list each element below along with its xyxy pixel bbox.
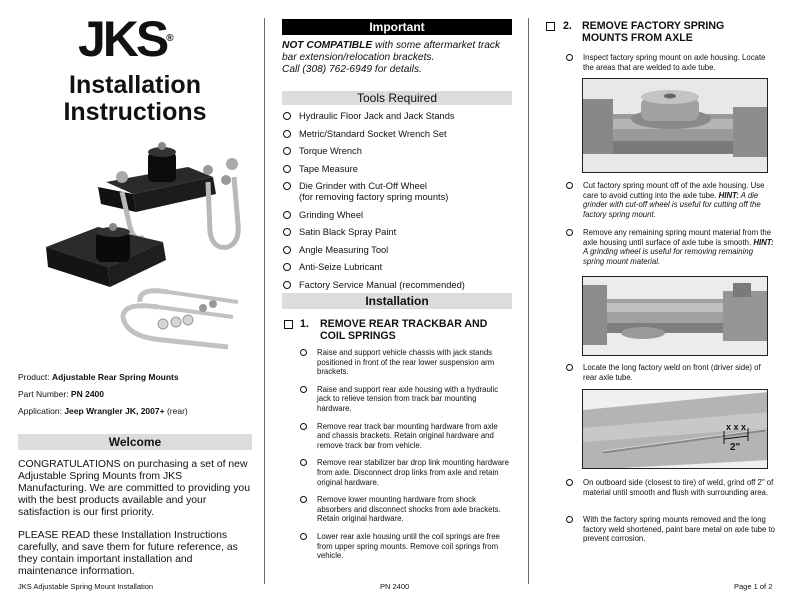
important-notice: NOT COMPATIBLE with some aftermarket track bar extension/relocation brackets. Call (308) 762-6949 for details. xyxy=(282,40,501,75)
circle-bullet-icon xyxy=(283,147,291,155)
list-item: Grinding Wheel xyxy=(282,210,512,221)
circle-bullet-icon xyxy=(300,349,307,356)
column-divider-2 xyxy=(528,18,529,584)
circle-bullet-icon xyxy=(283,211,291,219)
list-item: Remove rear stabilizer bar drop link mounting hardware from axle. Disconnect drop links from axle and retain original hardware. xyxy=(298,458,512,487)
important-heading: Important xyxy=(282,19,512,35)
step-2-checkbox[interactable] xyxy=(546,22,555,31)
circle-bullet-icon xyxy=(566,54,573,61)
tools-list xyxy=(282,111,512,297)
list-item: Remove lower mounting hardware from shock absorbers and disconnect shocks from axle brackets. Retain original hardware. xyxy=(298,495,512,524)
circle-bullet-icon xyxy=(283,165,291,173)
list-item: Tape Measure xyxy=(282,164,512,175)
axle-tube-ground-photo xyxy=(582,276,768,356)
step-1-list xyxy=(298,348,512,561)
list-item: Metric/Standard Socket Wrench Set xyxy=(282,129,512,140)
welcome-paragraph-1: CONGRATULATIONS on purchasing a set of new Adjustable Spring Mounts from JKS Manufacturing. We are committed to providing you with the best products available and your satisfaction is our first priority. xyxy=(18,459,250,518)
step-1-checkbox[interactable] xyxy=(284,320,293,329)
step-1-number: 1. xyxy=(300,318,309,330)
list-item: Angle Measuring Tool xyxy=(282,245,512,256)
welcome-paragraph-2: PLEASE READ these Installation Instructions carefully, and save them for future reference, as they contain important installation and maintenance information. xyxy=(18,530,238,577)
list-item: Satin Black Spray Paint xyxy=(282,227,512,238)
tools-heading: Tools Required xyxy=(282,91,512,105)
footer-right: Page 1 of 2 xyxy=(734,582,773,591)
product-photo xyxy=(38,132,248,362)
measure-label: 2" xyxy=(730,442,741,453)
circle-bullet-icon xyxy=(566,229,573,236)
list-item: With the factory spring mounts removed and the long factory weld shortened, paint bare metal on axle tube to prevent corrosion. xyxy=(564,515,776,544)
list-item: Lower rear axle housing until the coil springs are free from upper spring mounts. Remove coil springs from vehicle. xyxy=(298,532,512,561)
list-item: Remove rear track bar mounting hardware from axle and chassis brackets. Retain original hardware and remove track bar from vehicle. xyxy=(298,422,512,451)
circle-bullet-icon xyxy=(566,182,573,189)
list-item: Cut factory spring mount off of the axle housing. Use care to avoid cutting into the axle tube. HINT: A die grinder with cut-off wheel is useful for cutting off the factory spring mount. xyxy=(564,181,776,219)
circle-bullet-icon xyxy=(566,479,573,486)
list-item: Inspect factory spring mount on axle housing. Locate the areas that are welded to axle tube. xyxy=(564,53,776,72)
list-item: Die Grinder with Cut-Off Wheel (for removing factory spring mounts) xyxy=(282,181,512,203)
circle-bullet-icon xyxy=(300,386,307,393)
circle-bullet-icon xyxy=(300,496,307,503)
jks-logo: JKS® xyxy=(78,11,174,67)
list-item: On outboard side (closest to tire) of weld, grind off 2" of material until smooth and flush with surrounding area. xyxy=(564,478,776,497)
list-item: Raise and support rear axle housing with a hydraulic jack to relieve tension from track bar mounting hardware. xyxy=(298,385,512,414)
footer-left: JKS Adjustable Spring Mount Installation xyxy=(18,582,154,591)
installation-heading: Installation xyxy=(282,293,512,309)
circle-bullet-icon xyxy=(566,516,573,523)
part-number-line: Part Number: PN 2400 xyxy=(18,389,105,399)
step-2-title: REMOVE FACTORY SPRING MOUNTS FROM AXLE xyxy=(582,20,725,44)
list-item: Hydraulic Floor Jack and Jack Stands xyxy=(282,111,512,122)
step-2-number: 2. xyxy=(563,20,572,32)
circle-bullet-icon xyxy=(283,130,291,138)
list-item: Torque Wrench xyxy=(282,146,512,157)
axle-spring-mount-photo xyxy=(582,78,768,173)
axle-weld-photo xyxy=(582,389,768,469)
list-item: Remove any remaining spring mount material from the axle housing until surface of axle tube is smooth. HINT: A grinding wheel is useful for removing remaining spring mount material. xyxy=(564,228,776,266)
circle-bullet-icon xyxy=(300,459,307,466)
column-divider-1 xyxy=(264,18,265,584)
list-item: Raise and support vehicle chassis with jack stands positioned in front of the rear lower suspension arm brackets. xyxy=(298,348,512,377)
application-line: Application: Jeep Wrangler JK, 2007+ (rear) xyxy=(18,406,188,416)
circle-bullet-icon xyxy=(283,182,291,190)
list-item: Factory Service Manual (recommended) xyxy=(282,280,512,291)
footer-center: PN 2400 xyxy=(380,582,410,591)
product-line: Product: Adjustable Rear Spring Mounts xyxy=(18,372,179,382)
step-1-title: REMOVE REAR TRACKBAR AND COIL SPRINGS xyxy=(320,318,488,342)
circle-bullet-icon xyxy=(283,281,291,289)
circle-bullet-icon xyxy=(283,246,291,254)
welcome-heading: Welcome xyxy=(18,434,252,450)
list-item: Locate the long factory weld on front (driver side) of rear axle tube. xyxy=(564,363,776,382)
circle-bullet-icon xyxy=(283,112,291,120)
circle-bullet-icon xyxy=(283,228,291,236)
svg-text:x x x: x x x xyxy=(726,422,747,432)
circle-bullet-icon xyxy=(566,364,573,371)
circle-bullet-icon xyxy=(300,423,307,430)
list-item: Anti-Seize Lubricant xyxy=(282,262,512,273)
circle-bullet-icon xyxy=(300,533,307,540)
page-title: Installation Instructions xyxy=(63,71,207,126)
circle-bullet-icon xyxy=(283,263,291,271)
